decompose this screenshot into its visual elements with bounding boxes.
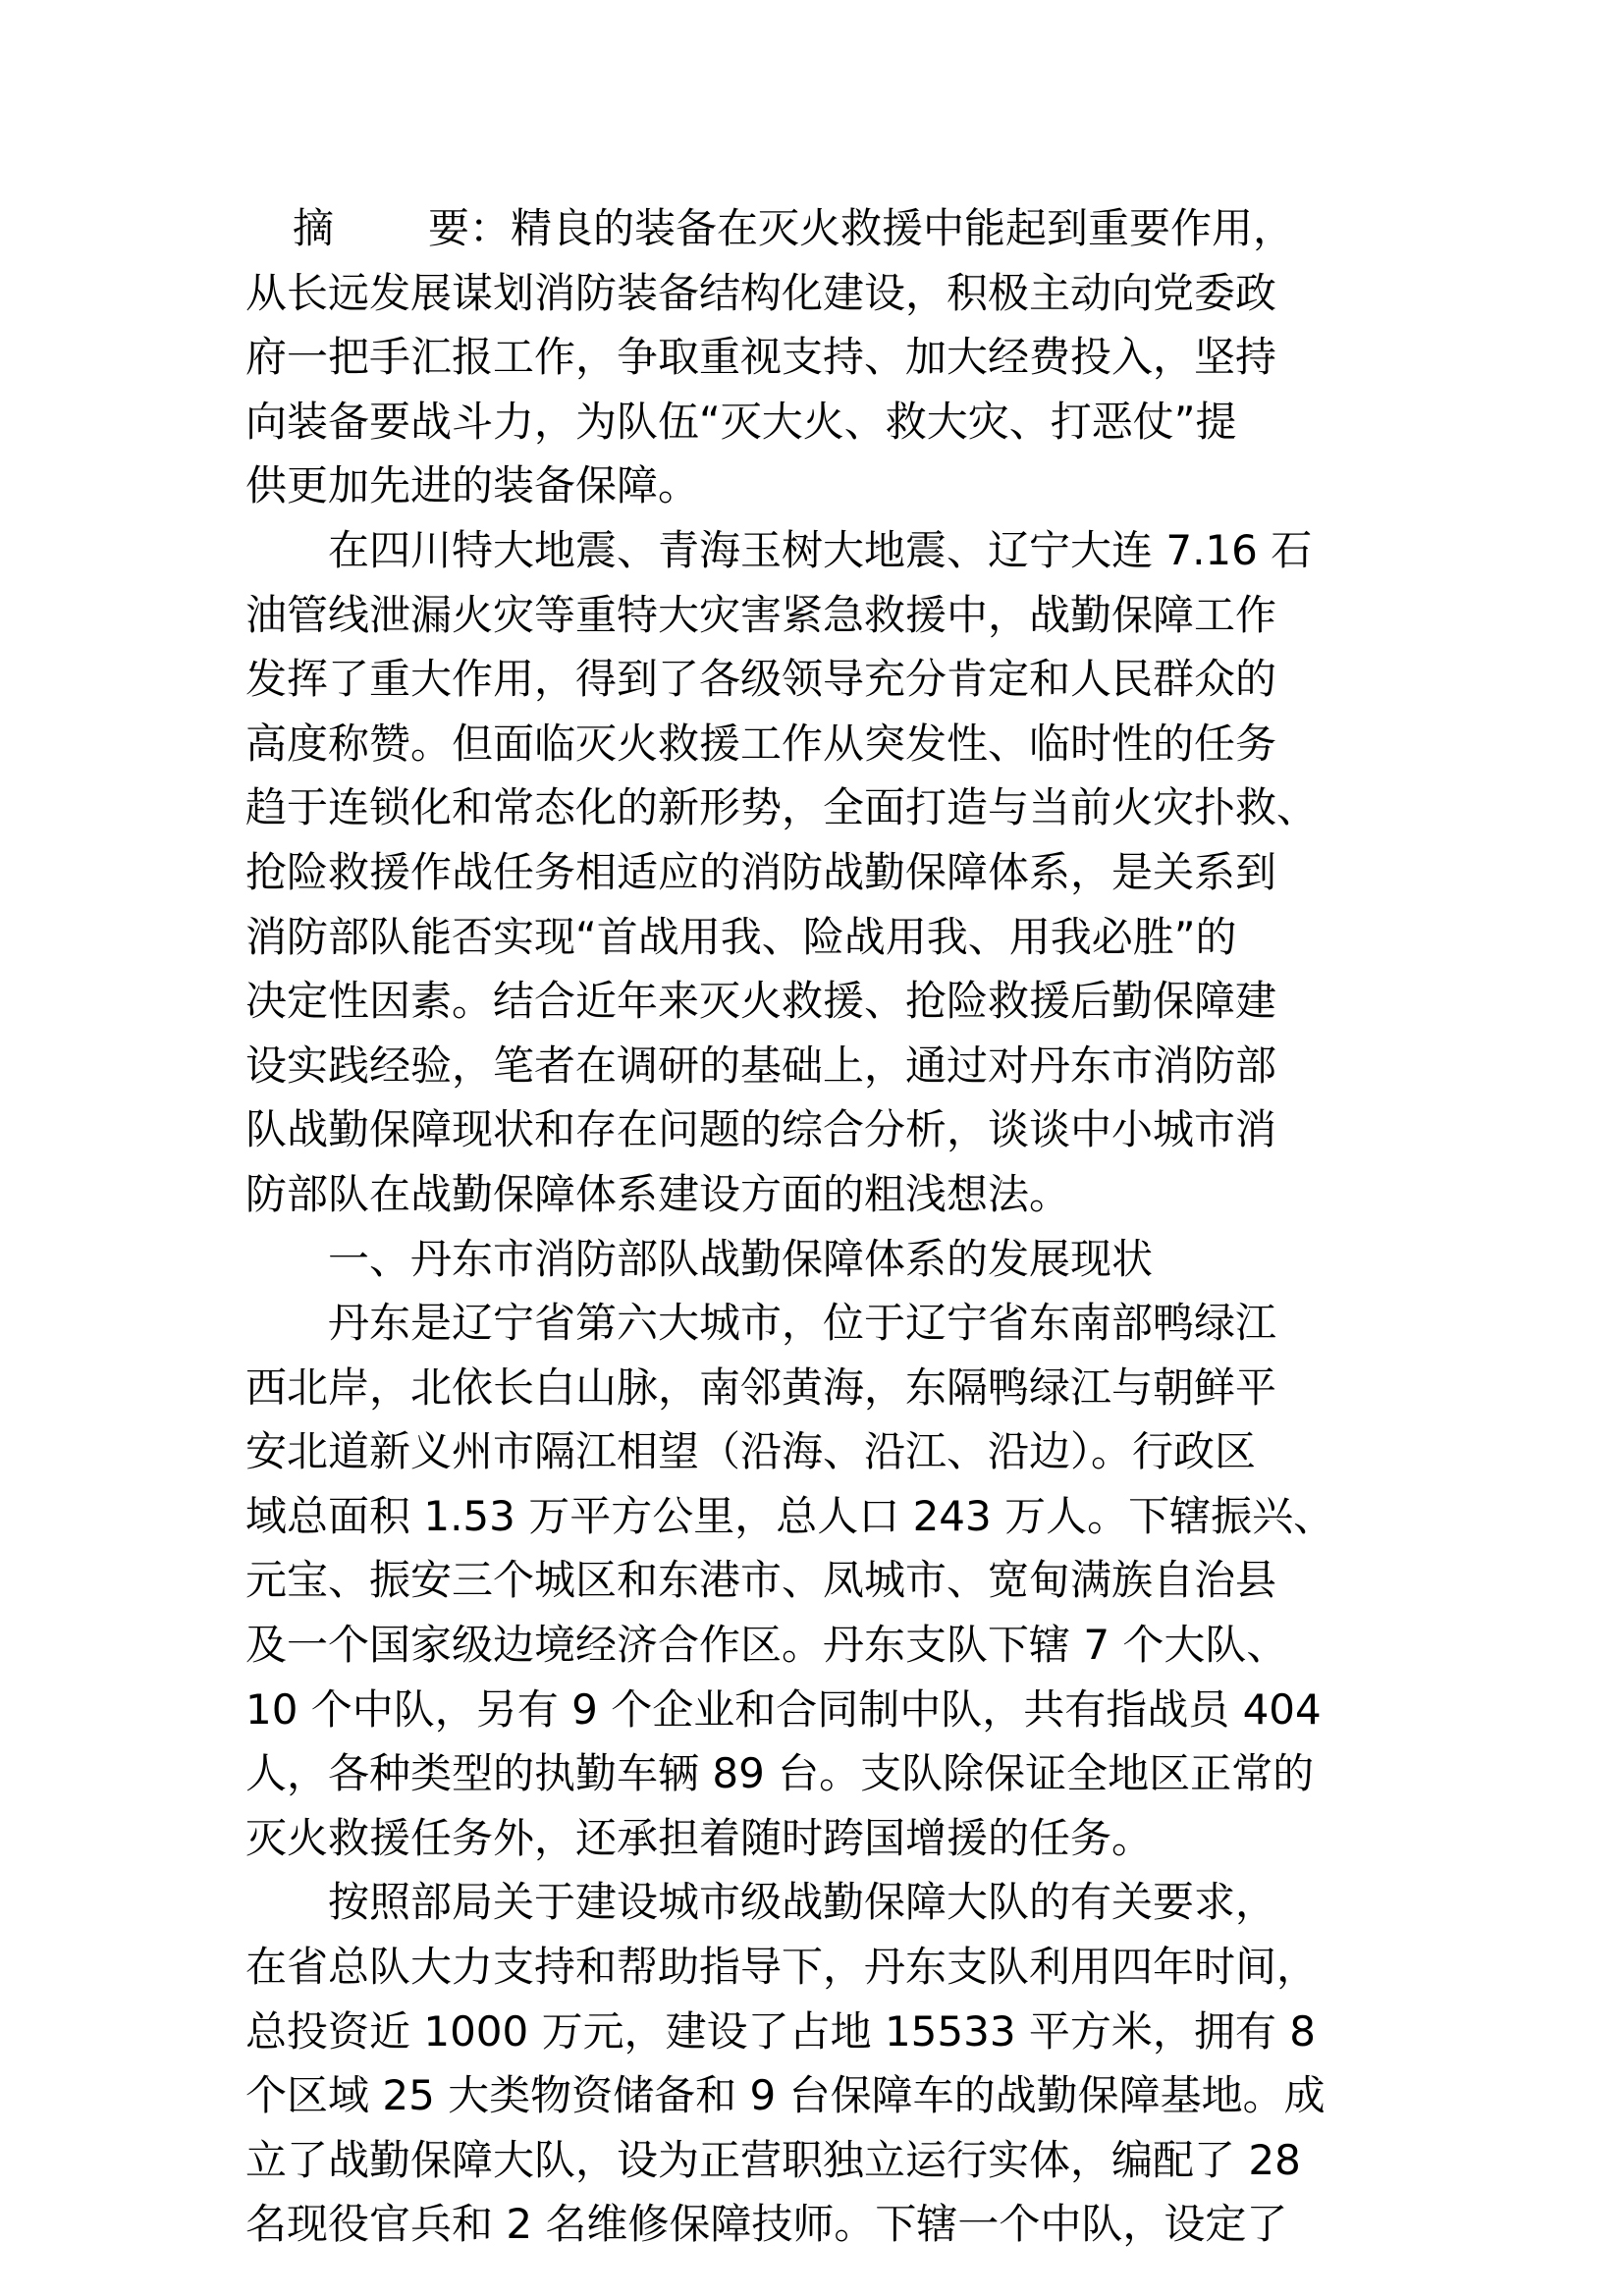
section-paragraph-line: 立了战勤保障大队，设为正营职独立运行实体，编配了 28: [245, 2135, 1301, 2184]
intro-paragraph-line: 发挥了重大作用，得到了各级领导充分肯定和人民群众的: [245, 655, 1277, 704]
section-heading: 一、丹东市消防部队战勤保障体系的发展现状: [328, 1234, 1154, 1283]
section-paragraph-line: 元宝、振安三个城区和东港市、凤城市、宽甸满族自治县: [245, 1556, 1277, 1605]
intro-paragraph-line: 抢险救援作战任务相适应的消防战勤保障体系，是关系到: [245, 847, 1277, 896]
section-paragraph-line: 及一个国家级边境经济合作区。丹东支队下辖 7 个大队、: [245, 1621, 1288, 1670]
intro-paragraph-line: 设实践经验，笔者在调研的基础上，通过对丹东市消防部: [245, 1041, 1277, 1090]
section-paragraph-line: 个区域 25 大类物资储备和 9 台保障车的战勤保障基地。成: [245, 2071, 1326, 2120]
section-paragraph-line: 人，各种类型的执勤车辆 89 台。支队除保证全地区正常的: [245, 1749, 1315, 1798]
intro-paragraph-line: 油管线泄漏火灾等重特大灾害紧急救援中，战勤保障工作: [245, 590, 1277, 639]
intro-paragraph-line: 高度称赞。但面临灭火救援工作从突发性、临时性的任务: [245, 719, 1277, 768]
intro-paragraph-line: 在四川特大地震、青海玉树大地震、辽宁大连 7.16 石: [328, 525, 1313, 574]
abstract-text: 精良的装备在灭火救援中能起到重要作用，: [511, 204, 1295, 252]
intro-paragraph-line: 队战勤保障现状和存在问题的综合分析，谈谈中小城市消: [245, 1105, 1277, 1154]
intro-paragraph-line: 趋于连锁化和常态化的新形势，全面打造与当前火灾扑救、: [245, 783, 1319, 832]
section-paragraph-line: 域总面积 1.53 万平方公里，总人口 243 万人。下辖振兴、: [245, 1491, 1335, 1540]
abstract-label-char-1: 摘: [293, 204, 335, 252]
abstract-label-char-2: 要：: [428, 204, 512, 252]
section-paragraph-line: 安北道新义州市隔江相望（沿海、沿江、沿边）。行政区: [245, 1427, 1257, 1476]
intro-paragraph-line: 决定性因素。结合近年来灭火救援、抢险救援后勤保障建: [245, 977, 1277, 1026]
section-paragraph-line: 西北岸，北依长白山脉，南邻黄海，东隔鸭绿江与朝鲜平: [245, 1362, 1277, 1412]
section-paragraph-line: 按照部局关于建设城市级战勤保障大队的有关要求，: [328, 1878, 1277, 1927]
abstract-line: 供更加先进的装备保障。: [245, 461, 700, 510]
abstract-line: 向装备要战斗力，为队伍“灭大火、救大灾、打恶仗”提: [245, 397, 1237, 446]
section-paragraph-line: 在省总队大力支持和帮助指导下，丹东支队利用四年时间，: [245, 1943, 1319, 1992]
section-paragraph-line: 10 个中队，另有 9 个企业和合同制中队，共有指战员 404: [245, 1684, 1322, 1734]
abstract-line: 从长远发展谋划消防装备结构化建设，积极主动向党委政: [245, 268, 1277, 317]
section-paragraph-line: 名现役官兵和 2 名维修保障技师。下辖一个中队，设定了: [245, 2200, 1288, 2249]
abstract-line: [245, 196, 1394, 261]
intro-paragraph-line: 防部队在战勤保障体系建设方面的粗浅想法。: [245, 1169, 1071, 1218]
section-paragraph-line: 丹东是辽宁省第六大城市，位于辽宁省东南部鸭绿江: [328, 1299, 1277, 1348]
section-paragraph-line: 灭火救援任务外，还承担着随时跨国增援的任务。: [245, 1813, 1154, 1862]
section-paragraph-line: 总投资近 1000 万元，建设了占地 15533 平方米，拥有 8: [245, 2006, 1316, 2056]
abstract-line: 府一把手汇报工作，争取重视支持、加大经费投入，坚持: [245, 333, 1277, 382]
document-body: [245, 196, 1394, 2257]
intro-paragraph-line: 消防部队能否实现“首战用我、险战用我、用我必胜”的: [245, 912, 1237, 961]
